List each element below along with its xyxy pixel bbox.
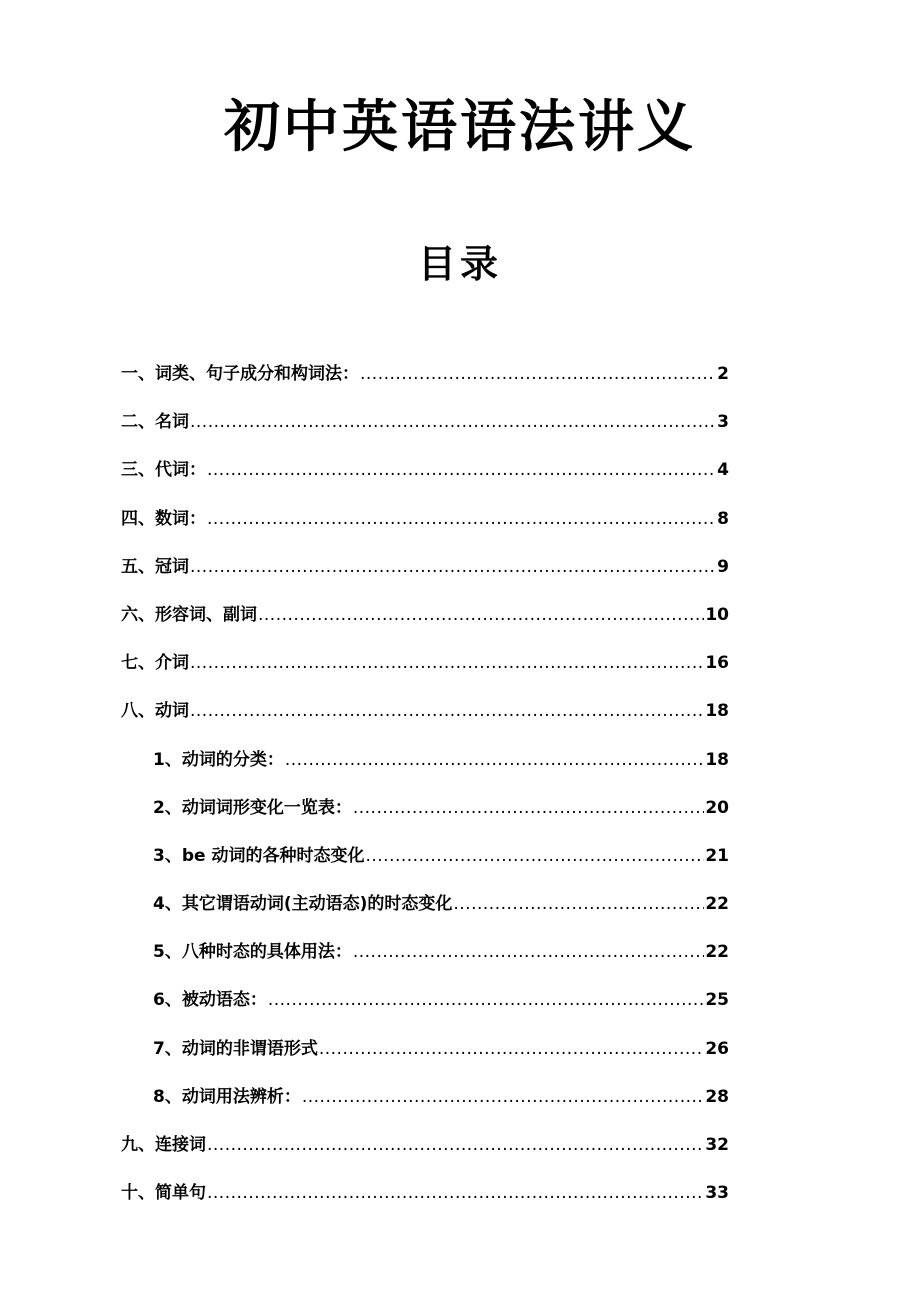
toc-entry-page: 4 xyxy=(717,460,729,481)
toc-entry-label: 三、代词： xyxy=(121,460,206,481)
toc-entry-label: 1、动词的分类： xyxy=(153,749,284,770)
toc-entry-label: 十、简单句 xyxy=(121,1183,206,1204)
toc-entry-label: 四、数词： xyxy=(121,508,206,529)
toc-entry-8[interactable] xyxy=(121,699,729,747)
toc-entry-page: 33 xyxy=(705,1183,729,1204)
toc-entry-label: 九、连接词 xyxy=(121,1135,206,1155)
toc-entry-label: 五、冠词 xyxy=(121,556,189,577)
document-title: 初中英语语法讲义 xyxy=(224,95,696,160)
table-of-contents xyxy=(121,362,729,1229)
toc-entry-page: 32 xyxy=(705,1135,729,1155)
toc-entry-page: 21 xyxy=(705,845,729,866)
toc-dot-leader xyxy=(207,507,716,531)
toc-subentry-3[interactable] xyxy=(121,844,729,892)
toc-entry-6[interactable] xyxy=(121,603,729,651)
toc-entry-label: 2、动词词形变化一览表： xyxy=(153,797,352,818)
toc-dot-leader xyxy=(353,796,705,820)
toc-entry-label: 七、介词 xyxy=(121,653,189,674)
toc-entry-page: 22 xyxy=(705,894,729,915)
toc-subentry-5[interactable] xyxy=(121,940,729,988)
toc-entry-5[interactable] xyxy=(121,555,729,603)
toc-subentry-4[interactable] xyxy=(121,892,729,940)
toc-dot-leader xyxy=(302,1085,704,1109)
toc-entry-page: 9 xyxy=(717,556,729,577)
toc-dot-leader xyxy=(319,1037,704,1061)
toc-entry-4[interactable] xyxy=(121,507,729,555)
toc-entry-label: 二、名词 xyxy=(121,412,189,433)
toc-dot-leader xyxy=(207,1133,704,1157)
toc-dot-leader xyxy=(190,699,704,723)
toc-entry-label: 7、动词的非谓语形式 xyxy=(153,1038,318,1059)
toc-dot-leader xyxy=(207,1181,704,1205)
toc-entry-page: 2 xyxy=(717,364,729,384)
toc-dot-leader xyxy=(258,603,704,627)
toc-entry-label: 5、八种时态的具体用法： xyxy=(153,942,352,963)
toc-entry-page: 10 xyxy=(705,604,729,625)
toc-entry-page: 3 xyxy=(717,412,729,433)
toc-dot-leader xyxy=(268,988,704,1012)
toc-entry-7[interactable] xyxy=(121,651,729,699)
toc-subentry-1[interactable] xyxy=(121,748,729,796)
toc-entry-label: 六、形容词、副词 xyxy=(121,604,257,625)
toc-entry-9[interactable] xyxy=(121,1133,729,1181)
toc-entry-label: 一、词类、句子成分和构词法： xyxy=(121,364,359,384)
toc-entry-label: 6、被动语态： xyxy=(153,990,267,1011)
toc-entry-10[interactable] xyxy=(121,1181,729,1229)
toc-entry-page: 26 xyxy=(705,1038,729,1059)
toc-dot-leader xyxy=(207,458,716,482)
toc-subentry-8[interactable] xyxy=(121,1085,729,1133)
toc-entry-label: 4、其它谓语动词(主动语态)的时态变化 xyxy=(153,894,453,915)
toc-subentry-6[interactable] xyxy=(121,988,729,1036)
toc-entry-label: 八、动词 xyxy=(121,701,189,722)
toc-entry-page: 28 xyxy=(705,1086,729,1107)
toc-dot-leader xyxy=(190,555,716,579)
toc-dot-leader xyxy=(190,410,716,434)
toc-entry-page: 18 xyxy=(705,749,729,770)
toc-entry-page: 16 xyxy=(705,653,729,674)
toc-entry-label: 3、be 动词的各种时态变化 xyxy=(153,845,365,866)
toc-subentry-2[interactable] xyxy=(121,796,729,844)
toc-entry-page: 18 xyxy=(705,701,729,722)
toc-dot-leader xyxy=(360,362,716,386)
toc-entry-label: 8、动词用法辨析： xyxy=(153,1086,301,1107)
toc-entry-2[interactable] xyxy=(121,410,729,458)
toc-subentry-7[interactable] xyxy=(121,1037,729,1085)
toc-entry-page: 25 xyxy=(705,990,729,1011)
toc-entry-page: 22 xyxy=(705,942,729,963)
toc-dot-leader xyxy=(285,748,704,772)
toc-entry-page: 20 xyxy=(705,797,729,818)
toc-entry-3[interactable] xyxy=(121,458,729,506)
toc-dot-leader xyxy=(353,940,705,964)
toc-entry-1[interactable] xyxy=(121,362,729,410)
toc-heading: 目录 xyxy=(417,242,502,286)
toc-dot-leader xyxy=(190,651,704,675)
toc-entry-page: 8 xyxy=(717,508,729,529)
toc-dot-leader xyxy=(453,892,704,916)
toc-dot-leader xyxy=(365,844,704,868)
